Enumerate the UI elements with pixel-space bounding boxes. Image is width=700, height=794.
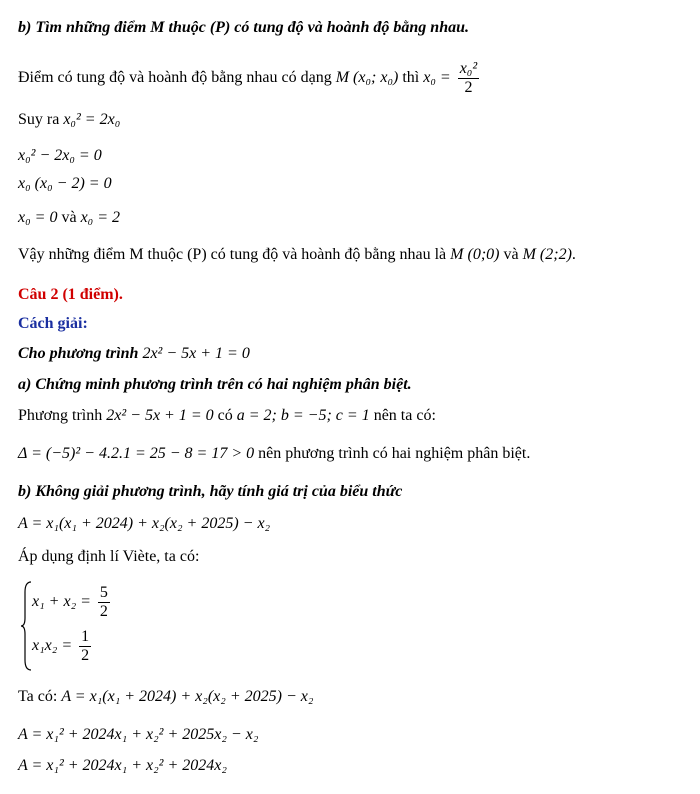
viete-sum: [32, 584, 113, 621]
equation-math: 2x² − 5x + 1 = 0: [106, 407, 214, 424]
suy-ra-text: Suy ra: [18, 111, 60, 128]
viete-product-fraction: [79, 628, 91, 665]
viete-sum-numerator: 5: [99, 584, 108, 601]
line-given-equation: [18, 344, 250, 364]
has-word: có: [217, 407, 233, 424]
x0-fraction: [458, 60, 479, 97]
heading-part-b-question1: b) Tìm những điểm M thuộc (P) có tung độ và hoành độ bằng nhau.: [18, 19, 469, 36]
then-word: thì: [402, 69, 420, 87]
point-2: M (2;2): [522, 246, 572, 263]
solution-1: x₀ = 0: [18, 209, 58, 226]
viete-sum-lhs: x₁ + x₂ =: [32, 593, 91, 611]
line-conclusion: [18, 245, 576, 265]
ta-co-text: Ta có:: [18, 688, 58, 705]
equation-word: Phương trình: [18, 407, 103, 424]
viete-product-denominator: 2: [81, 647, 90, 664]
viete-product-numerator: 1: [81, 628, 90, 645]
viete-sum-denominator: 2: [99, 603, 108, 620]
given-equation: 2x² − 5x + 1 = 0: [142, 345, 250, 362]
given-text: Cho phương trình: [18, 345, 139, 362]
x0-fraction-denominator: 2: [464, 79, 473, 96]
discriminant-conclusion: nên phương trình có hai nghiệm phân biệt.: [258, 445, 531, 462]
heading-part-b-question2: b) Không giải phương trình, hãy tính giá trị của biểu thức: [18, 483, 403, 500]
coefficients: a = 2; b = −5; c = 1: [236, 407, 370, 424]
viete-sum-fraction: [98, 584, 110, 621]
expansion-step-2: A = x₁² + 2024x₁ + x₂² + 2024x₂: [18, 757, 227, 774]
ta-co-equation: A = x₁(x₁ + 2024) + x₂(x₂ + 2025) − x₂: [61, 688, 314, 705]
line-suy-ra: [18, 110, 120, 130]
x0-lhs: x₀ =: [423, 69, 451, 87]
equation-step-1: x₀² − 2x₀ = 0: [18, 147, 102, 164]
suy-ra-equation: x₀² = 2x₀: [63, 111, 121, 128]
heading-part-a: a) Chứng minh phương trình trên có hai nghiệm phân biệt.: [18, 376, 412, 393]
question-2-title: Câu 2 (1 điểm).: [18, 286, 123, 303]
viete-product-lhs: x₁x₂ =: [32, 637, 73, 655]
solution-2: x₀ = 2: [80, 209, 121, 226]
viete-intro: Áp dụng định lí Viète, ta có:: [18, 548, 200, 565]
therefore-text: nên ta có:: [373, 407, 436, 424]
conclusion-text: Vậy những điểm M thuộc (P) có tung độ và hoành độ bằng nhau là: [18, 246, 447, 263]
expression-A: A = x₁(x₁ + 2024) + x₂(x₂ + 2025) − x₂: [18, 515, 271, 532]
point-form-math: M (x₀; x₀): [335, 69, 399, 87]
line-ta-co: [18, 687, 313, 707]
expansion-step-1: A = x₁² + 2024x₁ + x₂² + 2025x₂ − x₂: [18, 726, 259, 743]
line-point-form: [18, 60, 482, 97]
discriminant-equation: Δ = (−5)² − 4.2.1 = 25 − 8 = 17 > 0: [18, 445, 255, 462]
x0-fraction-numerator: x₀²: [459, 60, 478, 77]
point-1: M (0;0): [450, 246, 500, 263]
line-coefficients: [18, 406, 436, 426]
line-discriminant: [18, 444, 530, 464]
point-form-text: Điểm có tung độ và hoành độ bằng nhau có dạng: [18, 69, 332, 87]
conclusion-period: .: [571, 246, 576, 263]
line-solutions: [18, 208, 120, 228]
system-brace: [20, 580, 32, 672]
equation-step-2: x₀ (x₀ − 2) = 0: [18, 175, 112, 192]
solution-method-heading: Cách giải:: [18, 315, 88, 332]
conclusion-and: và: [503, 246, 519, 263]
and-word: và: [61, 209, 77, 226]
viete-product: [32, 628, 94, 665]
